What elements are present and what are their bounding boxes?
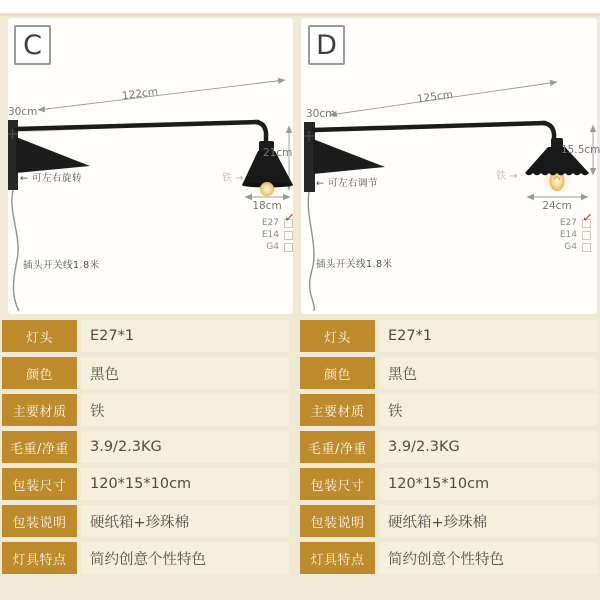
spec-value: 黑色 bbox=[379, 357, 598, 389]
spec-value: 黑色 bbox=[81, 357, 289, 389]
dim-label-shade-height: 15.5cm bbox=[561, 144, 600, 156]
cord-annotation: 插头开关线1.8米 bbox=[316, 259, 393, 270]
material-callout: 铁 → bbox=[496, 171, 518, 182]
lamp-arm bbox=[313, 123, 545, 130]
table-row bbox=[2, 542, 289, 574]
socket-option-g4 bbox=[551, 243, 591, 252]
table-row bbox=[2, 468, 289, 500]
dim-label-wall-depth: 30cm bbox=[306, 108, 336, 120]
socket-checkbox bbox=[582, 243, 591, 252]
spec-label: 颜色 bbox=[2, 357, 77, 389]
spec-table-d bbox=[300, 320, 598, 574]
spec-value: 3.9/2.3KG bbox=[379, 431, 598, 463]
adjust-annotation: ← 可左右旋转 bbox=[20, 173, 82, 184]
dim-label-shade-height: 21cm bbox=[263, 147, 293, 159]
spec-label: 灯头 bbox=[300, 320, 375, 352]
lamp-arm bbox=[16, 122, 258, 129]
variant-label-box bbox=[14, 25, 51, 65]
socket-option-e14 bbox=[551, 231, 591, 240]
spec-value: 硬纸箱+珍珠棉 bbox=[379, 505, 598, 537]
spec-value: 120*15*10cm bbox=[379, 468, 598, 500]
bulb bbox=[260, 182, 274, 196]
cord-annotation: 插头开关线1.8米 bbox=[23, 260, 100, 271]
spec-value: 铁 bbox=[379, 394, 598, 426]
spec-value: 120*15*10cm bbox=[81, 468, 289, 500]
power-cord bbox=[12, 190, 19, 311]
spec-value: 硬纸箱+珍珠棉 bbox=[81, 505, 289, 537]
check-icon: ✓ bbox=[581, 210, 594, 227]
wall-bracket bbox=[313, 139, 385, 174]
spec-label: 灯具特点 bbox=[2, 542, 77, 574]
panel-variant-d bbox=[301, 18, 600, 314]
socket-checkbox bbox=[283, 210, 296, 228]
variant-label-box bbox=[308, 25, 345, 65]
socket-option-label: G4 bbox=[564, 242, 577, 252]
spec-label: 包装说明 bbox=[2, 505, 77, 537]
spec-value: E27*1 bbox=[81, 320, 289, 352]
socket-options bbox=[253, 210, 296, 252]
spec-label: 主要材质 bbox=[2, 394, 77, 426]
table-row bbox=[2, 357, 289, 389]
table-row bbox=[2, 431, 289, 463]
table-row bbox=[300, 394, 598, 426]
spec-label: 包装尺寸 bbox=[2, 468, 77, 500]
dim-label-arm-length: 125cm bbox=[416, 88, 454, 106]
socket-option-e27 bbox=[253, 210, 296, 228]
socket-checkbox bbox=[581, 210, 594, 228]
dim-label-wall-depth: 30cm bbox=[8, 106, 38, 118]
dim-label-shade-diameter: 18cm bbox=[252, 200, 282, 212]
socket-option-g4 bbox=[253, 243, 293, 252]
dim-label-shade-diameter: 24cm bbox=[542, 200, 572, 212]
spec-label: 毛重/净重 bbox=[2, 431, 77, 463]
table-row bbox=[2, 505, 289, 537]
spec-value: 简约创意个性特色 bbox=[379, 542, 598, 574]
socket-option-label: E27 bbox=[559, 218, 577, 228]
table-row bbox=[2, 394, 289, 426]
socket-option-label: G4 bbox=[266, 242, 279, 252]
table-row bbox=[300, 542, 598, 574]
check-icon: ✓ bbox=[283, 210, 296, 227]
socket-option-e27 bbox=[551, 210, 594, 228]
spec-label: 毛重/净重 bbox=[300, 431, 375, 463]
wall-bracket bbox=[16, 137, 90, 173]
table-row bbox=[300, 431, 598, 463]
socket-options bbox=[551, 210, 594, 252]
spec-table-c bbox=[2, 320, 289, 574]
spec-label: 灯具特点 bbox=[300, 542, 375, 574]
spec-label: 包装说明 bbox=[300, 505, 375, 537]
spec-label: 主要材质 bbox=[300, 394, 375, 426]
socket-option-e14 bbox=[253, 231, 293, 240]
variant-letter: C bbox=[23, 29, 42, 61]
spec-label: 灯头 bbox=[2, 320, 77, 352]
spec-value: 简约创意个性特色 bbox=[81, 542, 289, 574]
socket-checkbox bbox=[582, 231, 591, 240]
table-row bbox=[300, 505, 598, 537]
table-row bbox=[300, 357, 598, 389]
panel-variant-c bbox=[8, 18, 296, 314]
adjust-annotation: ← 可左右调节 bbox=[316, 178, 378, 189]
material-callout: 铁 → bbox=[222, 173, 244, 184]
socket-checkbox bbox=[284, 243, 293, 252]
socket-option-label: E14 bbox=[559, 230, 577, 240]
table-row bbox=[300, 468, 598, 500]
spec-value: 3.9/2.3KG bbox=[81, 431, 289, 463]
spec-value: E27*1 bbox=[379, 320, 598, 352]
table-row bbox=[300, 320, 598, 352]
table-row bbox=[2, 320, 289, 352]
spec-label: 颜色 bbox=[300, 357, 375, 389]
variant-letter: D bbox=[316, 29, 337, 61]
socket-option-label: E14 bbox=[261, 230, 279, 240]
socket-option-label: E27 bbox=[261, 218, 279, 228]
dim-label-arm-length: 122cm bbox=[121, 85, 159, 103]
socket-checkbox bbox=[284, 231, 293, 240]
spec-value: 铁 bbox=[81, 394, 289, 426]
power-cord bbox=[308, 192, 314, 311]
spec-label: 包装尺寸 bbox=[300, 468, 375, 500]
